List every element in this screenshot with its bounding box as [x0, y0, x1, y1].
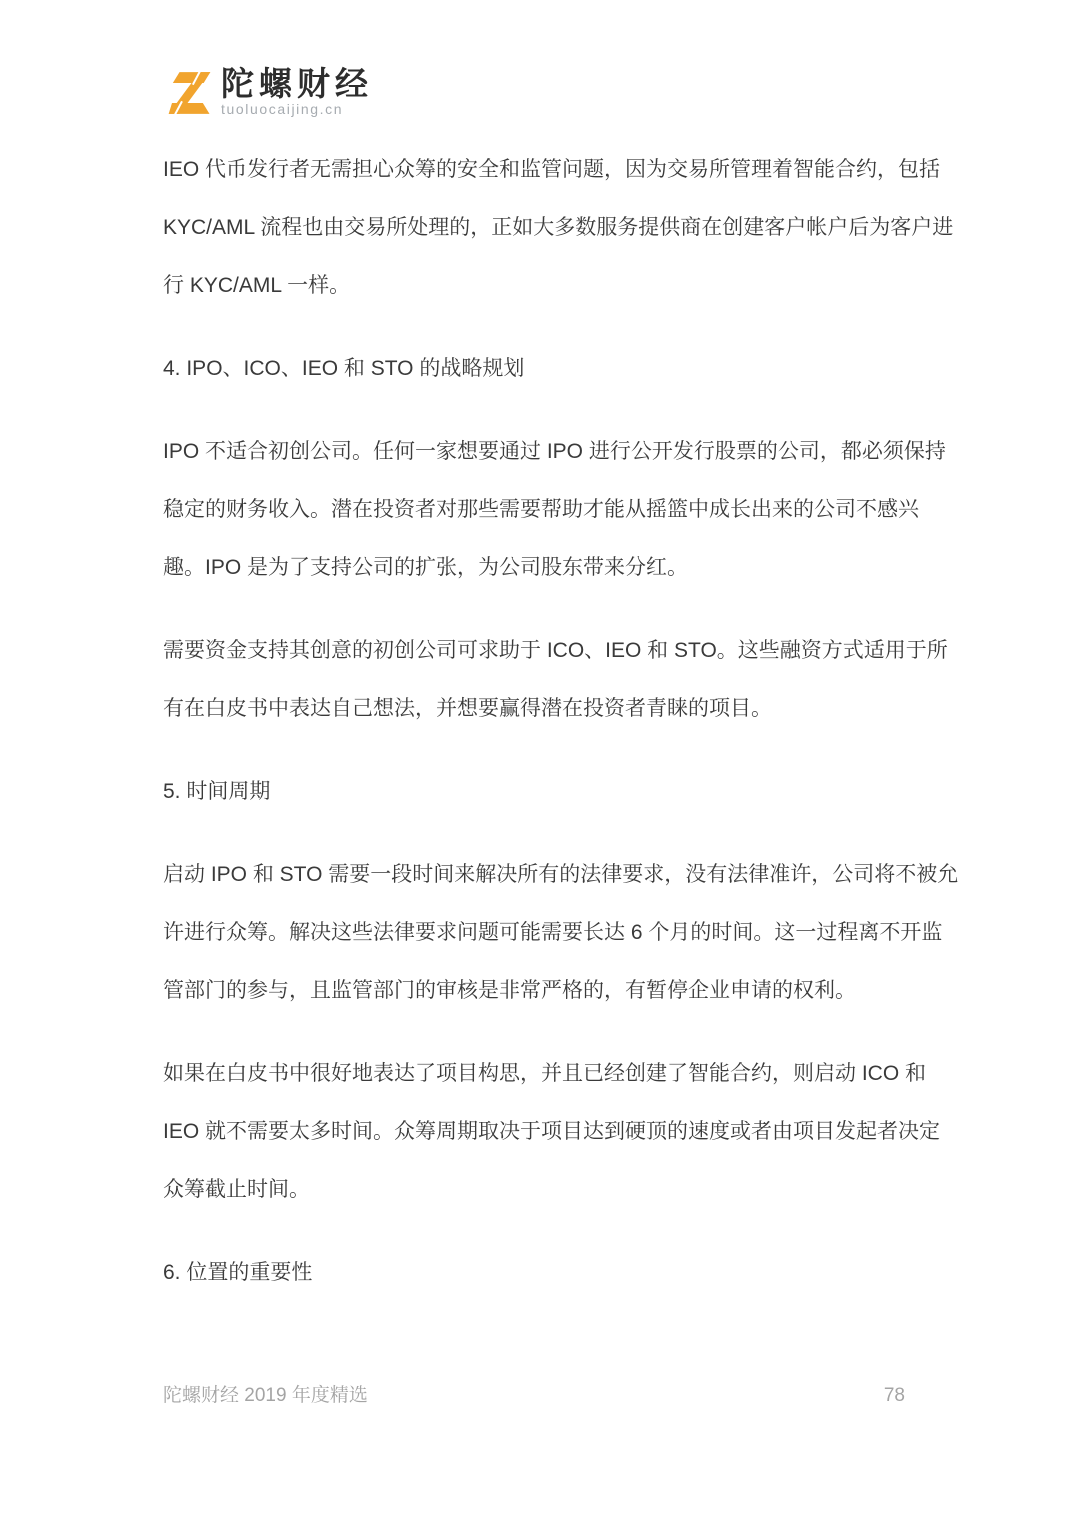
section-heading-5 — [163, 763, 923, 821]
text-line: IEO 代币发行者无需担心众筹的安全和监管问题，因为交易所管理着智能合约，包括 — [163, 158, 941, 181]
section-heading-4 — [163, 340, 923, 398]
page-footer — [163, 1384, 905, 1408]
text-line: 趣。IPO 是为了支持公司的扩张，为公司股东带来分红。 — [163, 556, 689, 579]
brand-logo — [162, 66, 373, 120]
page-number: 78 — [883, 1385, 905, 1406]
text-line: 行 KYC/AML 一样。 — [163, 274, 351, 297]
heading-line: 5. 时间周期 — [163, 780, 271, 803]
heading-line: 4. IPO、ICO、IEO 和 STO 的战略规划 — [163, 357, 525, 380]
text-line: 众筹截止时间。 — [163, 1178, 310, 1201]
paragraph-ieo-kyc — [163, 141, 954, 315]
text-line: 启动 IPO 和 STO 需要一段时间来解决所有的法律要求，没有法律准许，公司将不被允 — [163, 863, 959, 886]
text-line: 稳定的财务收入。潜在投资者对那些需要帮助才能从摇篮中成长出来的公司不感兴 — [163, 498, 919, 521]
paragraph-ipo-startups — [163, 423, 946, 597]
heading-line: 6. 位置的重要性 — [163, 1261, 313, 1284]
text-line: 管部门的参与，且监管部门的审核是非常严格的，有暂停企业申请的权利。 — [163, 979, 856, 1002]
document-body — [163, 141, 959, 1327]
text-line: KYC/AML 流程也由交易所处理的，正如大多数服务提供商在创建客户帐户后为客户进 — [163, 216, 954, 239]
paragraph-whitepaper-launch — [163, 1045, 941, 1219]
text-line: IEO 就不需要太多时间。众筹周期取决于项目达到硬顶的速度或者由项目发起者决定 — [163, 1120, 941, 1143]
section-heading-6 — [163, 1244, 923, 1302]
text-line: IPO 不适合初创公司。任何一家想要通过 IPO 进行公开发行股票的公司，都必须保持 — [163, 440, 946, 463]
text-line: 许进行众筹。解决这些法律要求问题可能需要长达 6 个月的时间。这一过程离不开监 — [163, 921, 943, 944]
brand-z-icon — [162, 66, 212, 120]
footer-title: 陀螺财经 2019 年度精选 — [163, 1385, 368, 1406]
paragraph-funding-options — [163, 622, 948, 738]
logo-text — [221, 66, 373, 117]
brand-name: 陀螺财经 — [221, 65, 373, 102]
text-line: 有在白皮书中表达自己想法，并想要赢得潜在投资者青睐的项目。 — [163, 697, 772, 720]
text-line: 如果在白皮书中很好地表达了项目构思，并且已经创建了智能合约，则启动 ICO 和 — [163, 1062, 927, 1085]
text-line: 需要资金支持其创意的初创公司可求助于 ICO、IEO 和 STO。这些融资方式适用于所 — [163, 639, 948, 662]
brand-domain: tuoluocaijing.cn — [221, 101, 344, 117]
paragraph-legal-time — [163, 846, 959, 1020]
